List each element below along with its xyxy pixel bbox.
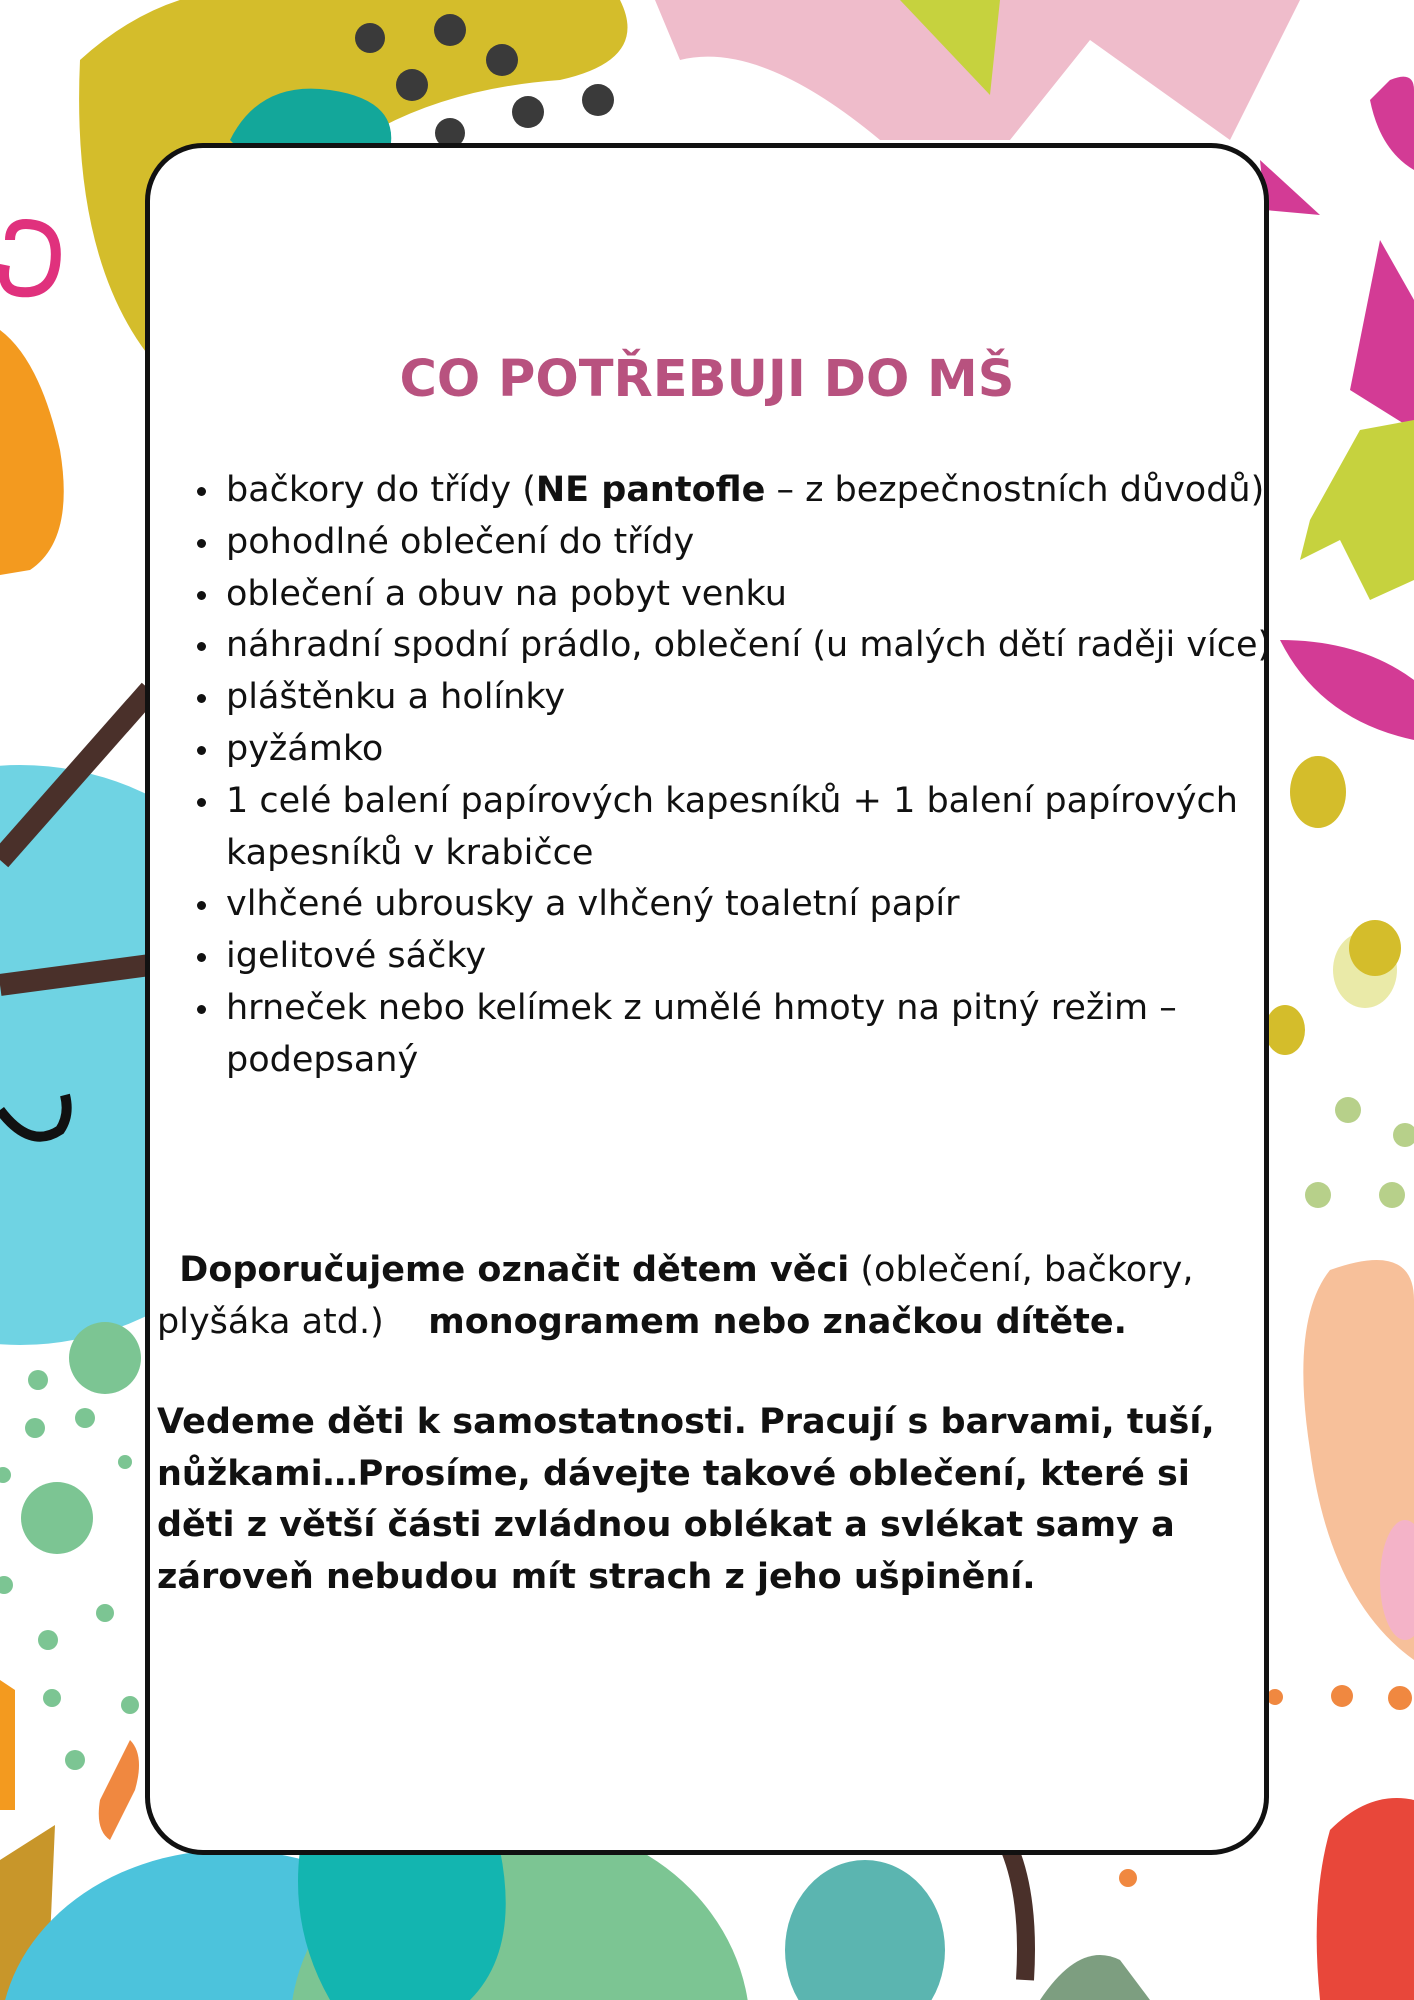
list-item-text: igelitové sáčky <box>226 936 487 977</box>
orange-shape <box>99 1740 139 1840</box>
list-item-text: pyžámko <box>226 728 384 769</box>
magenta-shape <box>1260 160 1320 215</box>
page-title: CO POTŘEBUJI DO MŠ <box>399 350 1015 409</box>
recommendation-emphasis: Doporučujeme označit dětem věci <box>179 1250 850 1290</box>
list-item <box>222 569 1312 621</box>
list-item-emphasis: NE pantofle <box>535 470 766 510</box>
list-item-text: oblečení a obuv na pobyt venku <box>226 573 787 614</box>
required-items-list <box>172 465 1312 1087</box>
list-item <box>222 517 1312 569</box>
list-item <box>222 620 1312 672</box>
list-item <box>222 465 1312 517</box>
lime-dots-shape <box>1305 1097 1414 1208</box>
list-item <box>222 879 1312 931</box>
list-item-text: hrneček nebo kelímek z umělé hmoty na pitný režim – podepsaný <box>226 987 1177 1080</box>
brown-line-shape <box>1010 1850 1026 1980</box>
mustard-dot-shape <box>1349 920 1401 976</box>
list-item <box>222 931 1312 983</box>
list-item <box>222 672 1312 724</box>
list-item-text: 1 celé balení papírových kapesníků + 1 balení papírových kapesníků v krabičce <box>226 780 1238 873</box>
list-item <box>222 724 1312 776</box>
list-item-text: bačkory do třídy ( <box>226 470 536 510</box>
lime-shape <box>1300 420 1414 600</box>
green-dots-shape <box>0 1322 141 1770</box>
list-item-text: – z bezpečnostních důvodů) <box>765 470 1265 510</box>
orange-shape <box>0 1680 15 1810</box>
list-item-text: pohodlné oblečení do třídy <box>226 521 695 562</box>
teal-blob-shape <box>298 1850 506 2000</box>
list-item <box>222 983 1312 1087</box>
magenta-shape <box>1370 77 1414 170</box>
grey-green-shape <box>1040 1955 1150 2000</box>
teal-blob-shape <box>785 1860 945 2000</box>
recommendation-paragraph <box>157 1245 1247 1348</box>
independence-paragraph: Vedeme děti k samostatnosti. Pracují s barvami, tuší, nůžkami…Prosíme, dávejte takové oblečení, které si děti z větší části zvládnou oblékat a svlékat samy a zároveň nebudou mít strach z jeho ušpinění. <box>157 1402 1215 1597</box>
recommendation-emphasis: monogramem nebo značkou dítěte. <box>428 1301 1127 1342</box>
list-item-text: pláštěnku a holínky <box>226 677 566 718</box>
recommendation-text: (oblečení, bačkory, plyšáka atd.) <box>157 1250 1194 1342</box>
list-item-text: vlhčené ubrousky a vlhčený toaletní papír <box>226 884 960 925</box>
red-shape <box>1317 1798 1414 2000</box>
list-item <box>222 776 1312 880</box>
list-item-text: náhradní spodní prádlo, oblečení (u malých dětí raději více) <box>226 625 1272 666</box>
pink-ring-shape <box>4 224 56 292</box>
